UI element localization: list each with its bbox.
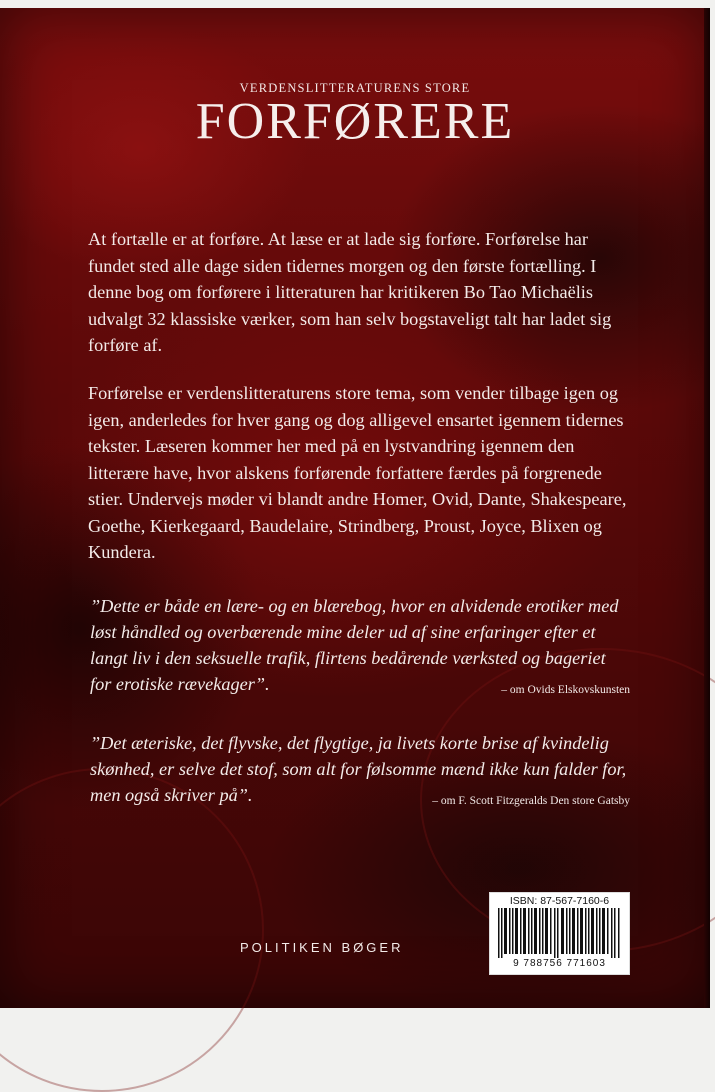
barcode-label: [489, 892, 630, 975]
blurb-paragraph-2: Forførelse er verdenslitteraturens store tema, som vender tilbage igen og igen, anderledes for hver gang og dog alligevel ensartet igennem tidernes tekster. Læseren kommer her med på en lystvandring igennem den litterære have, hvor alskens forførende forfattere færdes på forgrenede stier. Undervejs møder vi blandt andre Homer, Ovid, Dante, Shakespeare, Goethe, Kierkegaard, Baudelaire, Strindberg, Proust, Joyce, Blixen og Kundera.: [88, 383, 627, 562]
review-quote-1: [90, 593, 630, 703]
book-title: FORFØRERE: [195, 93, 515, 150]
blurb-paragraph-1: At fortælle er at forføre. At læse er at lade sig forføre. Forførelse har fundet sted alle dage siden tidernes morgen og den første fortælling. I denne bog om forførere i litteraturen har kritikeren Bo Tao Michaëlis udvalgt 32 klassiske værker, som han selv bogstaveligt talt har ladet sig forføre af.: [88, 229, 612, 355]
quote-source: – om Ovids Elskovskunsten: [501, 684, 630, 696]
barcode-digits: 9 788756 771603: [513, 958, 606, 969]
quote-source: – om F. Scott Fitzgeralds Den store Gatsby: [432, 795, 630, 807]
quote-text: ”Dette er både en lære- og en blærebog, hvor en alvidende erotiker med løst håndled og overbærende mine deler ud af sine erfaringer efter et langt liv i den seksuelle trafik, flirtens bedårende værksted og bageriet for erotiske rævekager”.: [90, 596, 619, 694]
decorative-ring: [0, 768, 264, 1092]
quote-text: ”Det æteriske, det flyvske, det flygtige, ja livets korte brise af kvindelig skønhed, er selve det stof, som alt for følsomme mænd ikke kun falder for, men også skriver på”.: [90, 733, 627, 805]
book-back-cover: [0, 8, 710, 1008]
barcode-icon: [498, 908, 621, 958]
title-kicker: VERDENSLITTERATURENS STORE: [239, 81, 471, 95]
review-quote-2: [90, 730, 630, 814]
cover-edge: [704, 8, 710, 1008]
isbn-text: ISBN: 87-567-7160-6: [509, 895, 610, 907]
publisher-name: POLITIKEN BØGER: [240, 940, 404, 955]
